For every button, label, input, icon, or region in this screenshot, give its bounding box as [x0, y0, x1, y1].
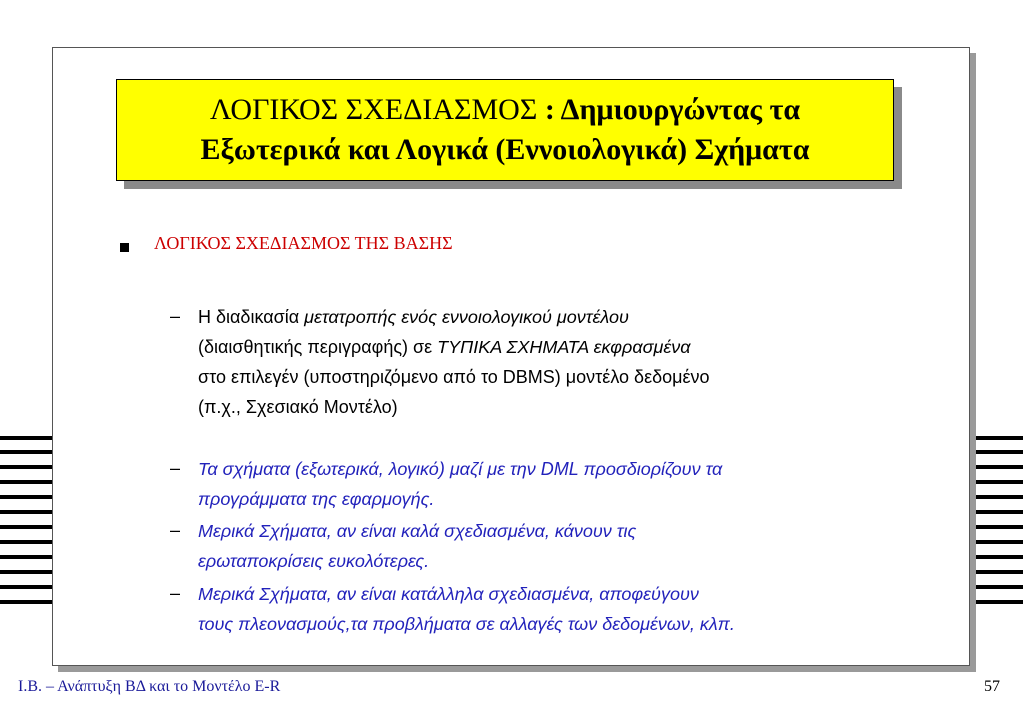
- bullet-1-italic-text: ΤΥΠΙΚΑ ΣΧΗΜΑΤΑ εκφρασμένα: [437, 337, 691, 357]
- bullet-1-text: Η διαδικασία: [198, 307, 305, 327]
- bullet-4-line-1: Μερικά Σχήματα, αν είναι κατάλληλα σχεδιασμένα, αποφεύγουν: [198, 584, 699, 604]
- bullet-1-line-2: [198, 332, 710, 362]
- bullet-1-line-3: στο επιλεγέν (υποστηριζόμενο από το DBMS) μοντέλο δεδομένο: [198, 367, 710, 387]
- bullet-1-line-4: (π.χ., Σχεσιακό Μοντέλο): [198, 397, 398, 417]
- title-line-2: Εξωτερικά και Λογικά (Εννοιολογικά) Σχήματα: [200, 133, 810, 166]
- bullet-item-1: [198, 302, 710, 422]
- dash-bullet-icon: –: [170, 583, 181, 603]
- title-line-1: [210, 90, 800, 130]
- bullet-2-line-2: προγράμματα της εφαρμογής.: [198, 489, 435, 509]
- bullet-1-italic-text: μετατροπής ενός εννοιολογικού μοντέλου: [304, 307, 629, 327]
- section-heading: ΛΟΓΙΚΟΣ ΣΧΕΔΙΑΣΜΟΣ ΤΗΣ ΒΑΣΗΣ: [154, 233, 453, 253]
- title-bold-text: : Δημιουργώντας τα: [537, 93, 801, 126]
- left-stripes-decoration: [0, 436, 52, 604]
- bullet-1-text: (διαισθητικής περιγραφής) σε: [198, 337, 438, 357]
- square-bullet-icon: [120, 243, 129, 252]
- dash-bullet-icon: –: [170, 458, 181, 478]
- dash-bullet-icon: –: [170, 306, 181, 326]
- footer-course-title: Ι.Β. – Ανάπτυξη ΒΔ και το Μοντέλο Ε-R: [18, 678, 281, 695]
- page-number: 57: [984, 678, 1000, 695]
- bullet-item-2: [198, 454, 722, 514]
- slide-title: [116, 79, 894, 181]
- bullet-item-4: [198, 579, 735, 639]
- title-plain-text: ΛΟΓΙΚΟΣ ΣΧΕΔΙΑΣΜΟΣ: [209, 93, 538, 126]
- dash-bullet-icon: –: [170, 520, 181, 540]
- bullet-2-line-1: Τα σχήματα (εξωτερικά, λογικό) μαζί με την DML προσδιορίζουν τα: [198, 459, 723, 479]
- bullet-3-line-1: Μερικά Σχήματα, αν είναι καλά σχεδιασμένα, κάνουν τις: [198, 521, 637, 541]
- bullet-3-line-2: ερωταποκρίσεις ευκολότερες.: [198, 551, 430, 571]
- bullet-4-line-2: τους πλεονασμούς,τα προβλήματα σε αλλαγές των δεδομένων, κλπ.: [198, 614, 735, 634]
- right-stripes-decoration: [972, 436, 1023, 604]
- bullet-1-line-1: [198, 302, 710, 332]
- bullet-item-3: [198, 516, 636, 576]
